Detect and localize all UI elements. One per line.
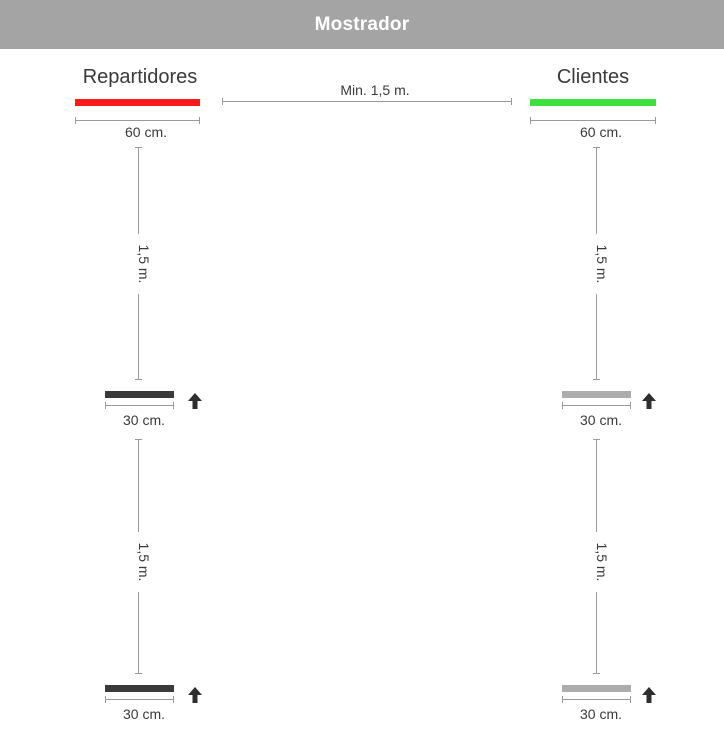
up-arrow-icon bbox=[641, 686, 657, 704]
repartidores-marker-2-dimension bbox=[105, 699, 174, 700]
repartidores-marker-1 bbox=[105, 391, 174, 398]
clientes-distance-1-label: 1,5 m. bbox=[594, 234, 610, 294]
clientes-marker-1-dimension bbox=[562, 405, 631, 406]
repartidores-distance-2-label: 1,5 m. bbox=[136, 532, 152, 592]
up-arrow-icon bbox=[187, 392, 203, 410]
repartidores-marker-2 bbox=[105, 685, 174, 692]
clientes-distance-2-label: 1,5 m. bbox=[594, 532, 610, 592]
repartidores-width-label: 60 cm. bbox=[124, 124, 167, 140]
repartidores-title: Repartidores bbox=[82, 66, 198, 88]
header-title: Mostrador bbox=[314, 13, 410, 35]
repartidores-counter-line bbox=[75, 99, 200, 106]
up-arrow-icon bbox=[187, 686, 203, 704]
clientes-marker-2-dimension bbox=[562, 699, 631, 700]
repartidores-marker-1-dimension bbox=[105, 405, 174, 406]
repartidores-width-dimension bbox=[75, 120, 200, 121]
repartidores-marker-1-label: 30 cm. bbox=[122, 412, 165, 428]
clientes-marker-2-label: 30 cm. bbox=[579, 706, 622, 722]
clientes-title: Clientes bbox=[556, 66, 630, 88]
clientes-marker-1 bbox=[562, 391, 631, 398]
clientes-counter-line bbox=[530, 99, 656, 106]
repartidores-marker-2-label: 30 cm. bbox=[122, 706, 165, 722]
header-bar bbox=[0, 0, 724, 49]
clientes-width-label: 60 cm. bbox=[579, 124, 622, 140]
clientes-marker-2 bbox=[562, 685, 631, 692]
clientes-width-dimension bbox=[530, 120, 656, 121]
repartidores-distance-1-label: 1,5 m. bbox=[136, 234, 152, 294]
separation-dimension bbox=[222, 101, 512, 102]
up-arrow-icon bbox=[641, 392, 657, 410]
clientes-marker-1-label: 30 cm. bbox=[579, 412, 622, 428]
separation-label: Min. 1,5 m. bbox=[340, 82, 410, 98]
